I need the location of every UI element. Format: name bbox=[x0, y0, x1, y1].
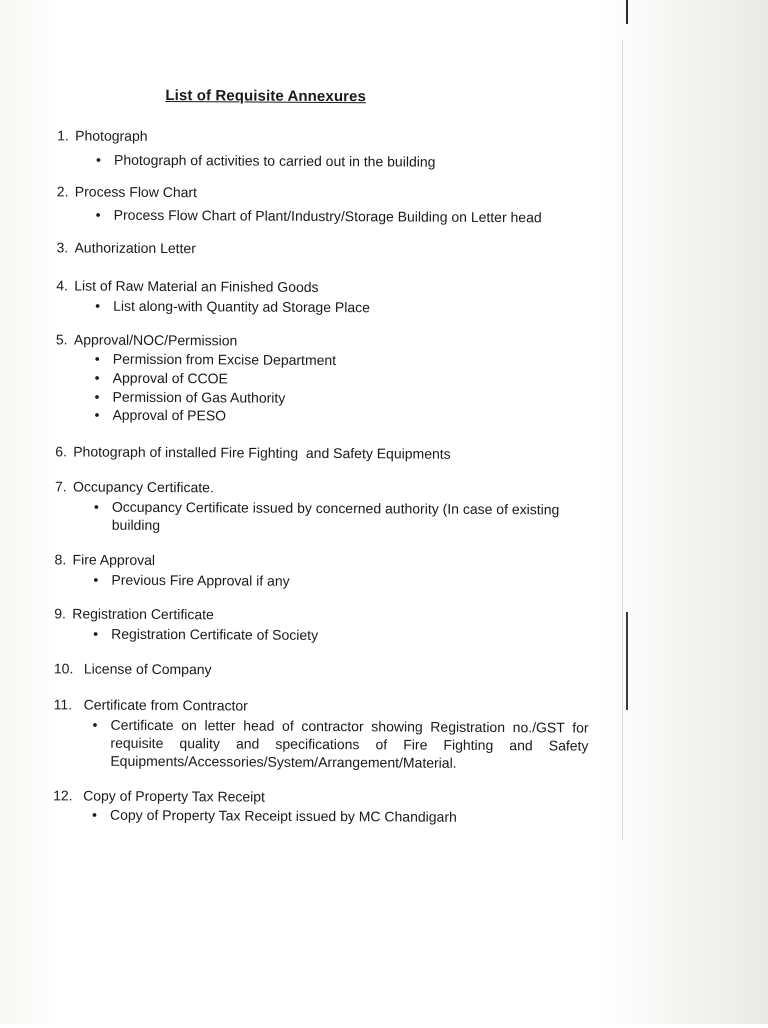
item-label: Registration Certificate bbox=[72, 605, 214, 623]
list-bullet bbox=[95, 206, 542, 227]
item-label: Photograph bbox=[75, 127, 148, 144]
item-label: List of Raw Material an Finished Goods bbox=[74, 277, 319, 295]
item-number: 5. bbox=[55, 331, 68, 348]
item-label: Occupancy Certificate. bbox=[72, 478, 214, 496]
document-title: List of Requisite Annexures bbox=[165, 87, 366, 106]
item-number: 4. bbox=[56, 277, 68, 294]
page-edge-mark bbox=[626, 612, 628, 710]
item-number: 6. bbox=[55, 443, 67, 460]
list-bullet bbox=[93, 498, 590, 537]
bullet-text: Permission of Gas Authority bbox=[112, 388, 286, 406]
page-edge-mark bbox=[626, 0, 628, 24]
bullet-text: Process Flow Chart of Plant/Industry/Storage Building on Letter head bbox=[113, 206, 542, 226]
bullet-icon: • bbox=[95, 151, 101, 168]
item-number: 12. bbox=[53, 787, 73, 804]
item-number: 10. bbox=[53, 660, 74, 677]
list-bullet bbox=[91, 806, 457, 826]
bullet-text: Permission from Excise Department bbox=[112, 350, 337, 369]
item-number: 8. bbox=[54, 551, 67, 568]
item-label: Photograph of installed Fire Fighting and Safety Equipments bbox=[73, 443, 451, 462]
bullet-text: Photograph of activities to carried out in the building bbox=[113, 151, 436, 170]
bullet-text: Certificate on letter head of contractor showing Registration no./GST for requisite quality and specifications of Fire Fighting and Safety Equipments/Accessories/System/Arrangement/Material. bbox=[110, 716, 589, 771]
list-bullet bbox=[94, 350, 337, 369]
item-number: 3. bbox=[56, 239, 69, 256]
page-edge-shadow bbox=[622, 40, 623, 840]
item-number: 7. bbox=[54, 478, 67, 495]
bullet-text: Previous Fire Approval if any bbox=[111, 571, 290, 589]
item-label: License of Company bbox=[83, 660, 212, 678]
item-number: 9. bbox=[54, 605, 66, 622]
bullet-icon: • bbox=[93, 625, 99, 642]
item-number: 11. bbox=[53, 696, 73, 713]
bullet-text: Approval of PESO bbox=[112, 406, 227, 424]
bullet-icon: • bbox=[92, 716, 98, 733]
item-label: Process Flow Chart bbox=[74, 183, 198, 201]
list-bullet bbox=[95, 151, 436, 171]
item-label: Fire Approval bbox=[72, 551, 156, 568]
bullet-icon: • bbox=[94, 369, 100, 386]
list-bullet bbox=[92, 716, 589, 773]
list-bullet bbox=[94, 388, 286, 407]
bullet-text: Approval of CCOE bbox=[112, 369, 228, 387]
bullet-text: Occupancy Certificate issued by concerned authority (In case of existing building bbox=[111, 498, 560, 533]
bullet-icon: • bbox=[93, 571, 99, 588]
bullet-icon: • bbox=[95, 297, 101, 314]
bullet-icon: • bbox=[94, 406, 100, 423]
bullet-icon: • bbox=[94, 350, 100, 367]
list-bullet bbox=[93, 571, 290, 590]
item-label: Certificate from Contractor bbox=[83, 696, 248, 714]
bullet-icon: • bbox=[94, 388, 100, 405]
item-label: Authorization Letter bbox=[74, 239, 196, 257]
list-bullet bbox=[94, 369, 228, 388]
item-number: 1. bbox=[57, 127, 69, 144]
bullet-text: Copy of Property Tax Receipt issued by MC Chandigarh bbox=[109, 806, 457, 825]
bullet-icon: • bbox=[93, 498, 99, 515]
bullet-icon: • bbox=[91, 806, 97, 823]
bullet-icon: • bbox=[95, 206, 101, 223]
item-number: 2. bbox=[56, 183, 69, 200]
list-bullet bbox=[94, 406, 227, 425]
list-bullet bbox=[93, 625, 319, 644]
bullet-text: List along-with Quantity ad Storage Place bbox=[113, 297, 370, 316]
item-label: Copy of Property Tax Receipt bbox=[83, 787, 266, 805]
list-bullet bbox=[95, 297, 370, 317]
item-label: Approval/NOC/Permission bbox=[73, 331, 238, 349]
bullet-text: Registration Certificate of Society bbox=[111, 625, 319, 643]
